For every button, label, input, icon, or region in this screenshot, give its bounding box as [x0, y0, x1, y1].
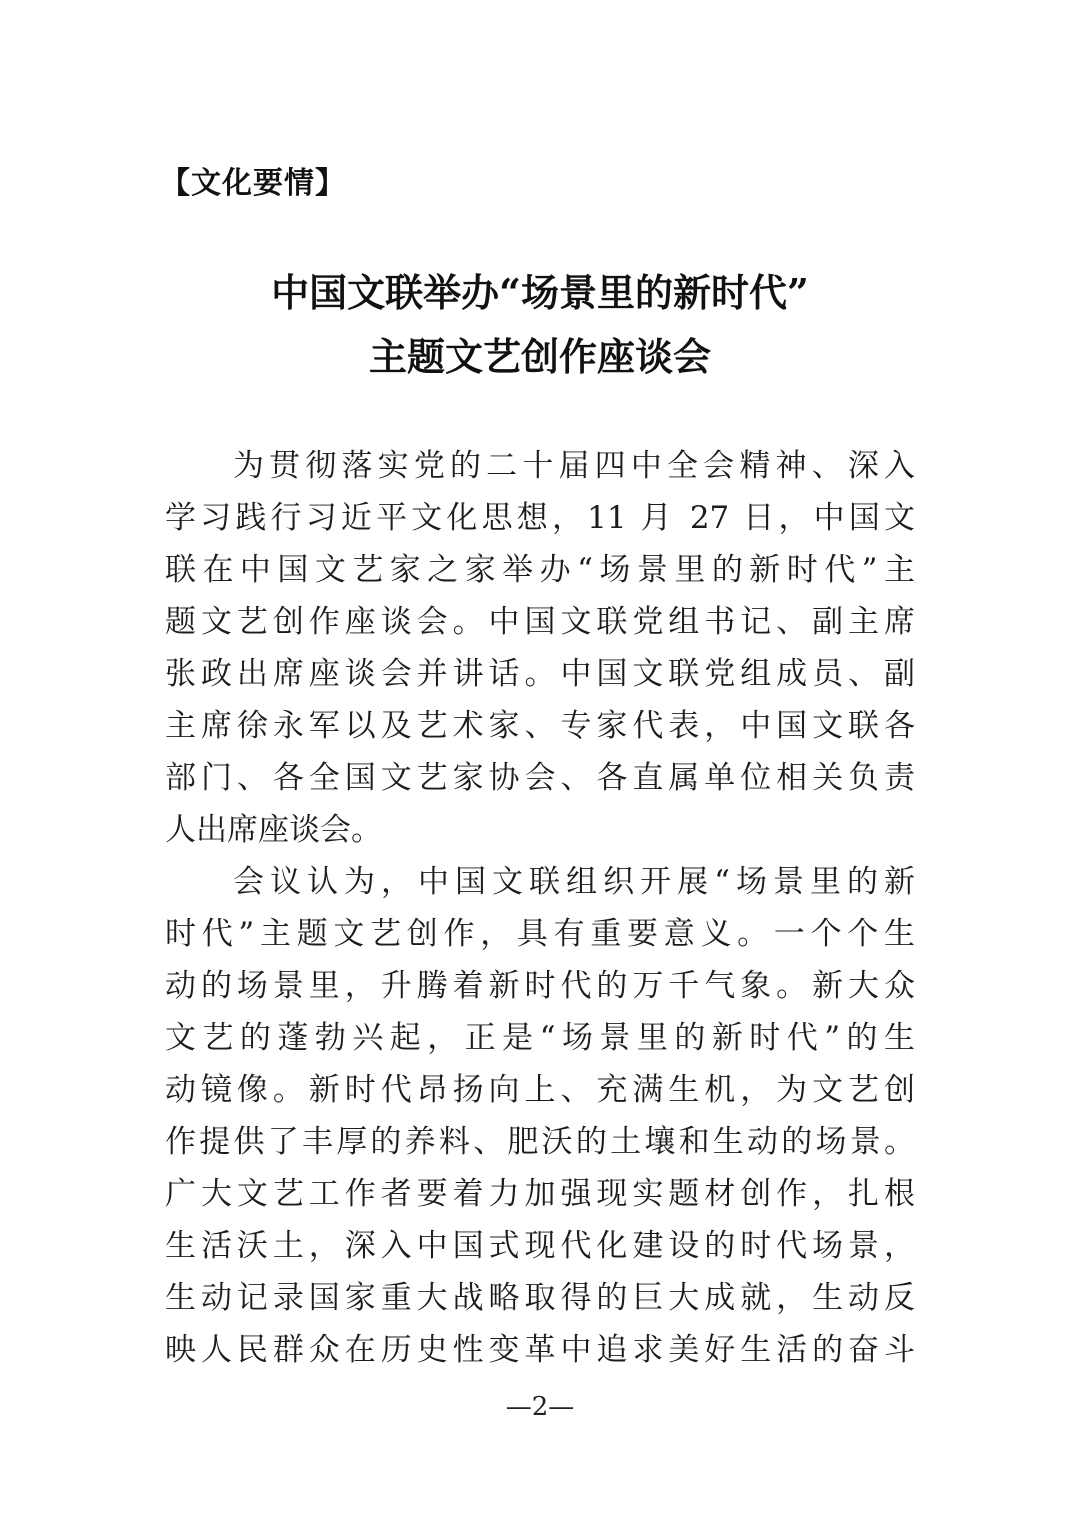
- paragraph-2-line: 作提供了丰厚的养料、肥沃的土壤和生动的场景。: [165, 1124, 915, 1160]
- body-text: [165, 440, 915, 1376]
- paragraph-2-line: 动的场景里，升腾着新时代的万千气象。新大众: [165, 968, 915, 1004]
- document-title-line-1: 中国文联举办“场景里的新时代”: [271, 270, 809, 315]
- section-tag: 【文化要情】: [160, 166, 346, 201]
- paragraph-1-line: 题文艺创作座谈会。中国文联党组书记、副主席: [165, 604, 915, 640]
- paragraph-2-line: 映人民群众在历史性变革中追求美好生活的奋斗: [165, 1332, 915, 1368]
- paragraph-1-line: 为贯彻落实党的二十届四中全会精神、深入: [233, 448, 915, 484]
- page-number: —2—: [505, 1392, 575, 1422]
- paragraph-2-line: 动镜像。新时代昂扬向上、充满生机，为文艺创: [165, 1072, 915, 1108]
- paragraph-1-line: 张政出席座谈会并讲话。中国文联党组成员、副: [165, 656, 915, 692]
- paragraph-2-line: 时代”主题文艺创作，具有重要意义。一个个生: [165, 916, 915, 952]
- paragraph-2-line: 会议认为，中国文联组织开展“场景里的新: [233, 864, 915, 900]
- paragraph-1-line: 联在中国文艺家之家举办“场景里的新时代”主: [165, 552, 915, 588]
- paragraph-2-line: 生活沃土，深入中国式现代化建设的时代场景，: [165, 1228, 915, 1264]
- document-title-line-2: 主题文艺创作座谈会: [368, 334, 711, 379]
- paragraph-2-line: 生动记录国家重大战略取得的巨大成就，生动反: [165, 1280, 915, 1316]
- paragraph-1-line: 主席徐永军以及艺术家、专家代表，中国文联各: [165, 708, 915, 744]
- paragraph-1-line: 人出席座谈会。: [165, 812, 382, 848]
- paragraph-1-line: 部门、各全国文艺家协会、各直属单位相关负责: [165, 760, 915, 796]
- paragraph-2-line: 广大文艺工作者要着力加强现实题材创作，扎根: [165, 1176, 915, 1212]
- paragraph-2-line: 文艺的蓬勃兴起，正是“场景里的新时代”的生: [165, 1020, 915, 1056]
- paragraph-1-line: 学习践行习近平文化思想，11 月 27 日，中国文: [165, 500, 915, 536]
